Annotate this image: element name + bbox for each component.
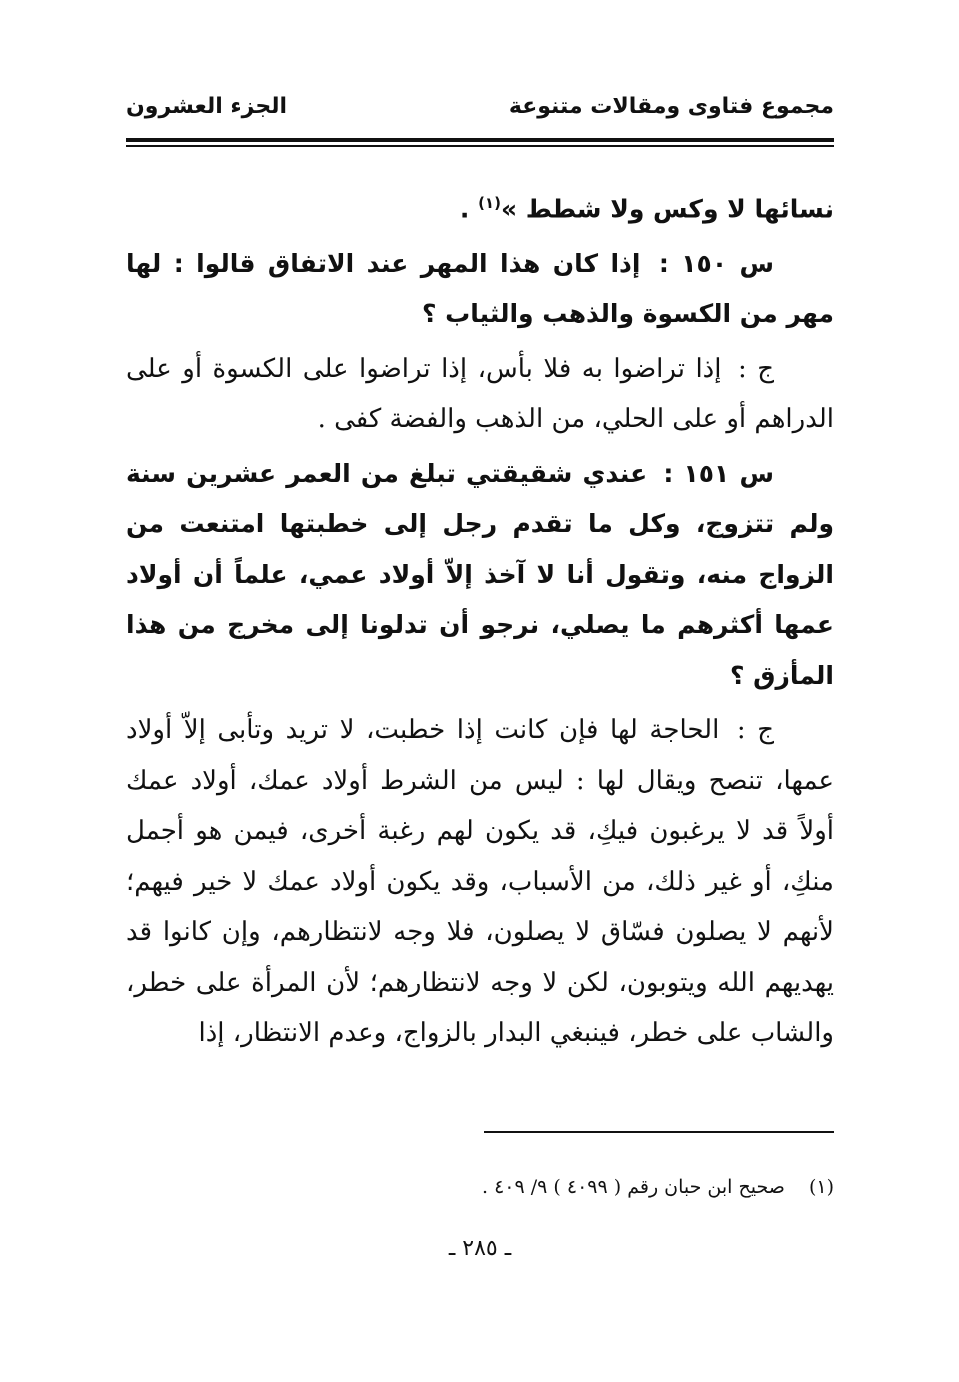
footnote-reference: (١) <box>478 194 501 212</box>
continued-quote-paragraph <box>126 178 834 235</box>
answer-150 <box>126 344 834 445</box>
running-header <box>126 88 834 128</box>
main-text <box>126 178 834 1059</box>
question-150-label: س ١٥٠ : <box>658 248 774 278</box>
header-rule-thick <box>126 138 834 142</box>
footnote-separator <box>484 1131 834 1133</box>
answer-150-label: ج : <box>737 353 774 384</box>
answer-151-text: الحاجة لها فإن كانت إذا خطبت، لا تريد وتأبى إلاّ أولاد عمها، تنصح ويقال لها : ليس من الشرط أولاد عمك، أولاد عمك أولاً قد لا يرغبون فيكِ، قد يكون لهم رغبة أخرى، فيمن هو أجمل منكِ، أو غير ذلك، من الأسباب، وقد يكون أولاد عمك لا خير فيهم؛ لأنهم لا يصلون فسّاق لا يصلون، فلا وجه لانتظارهم، وإن كانوا قد يهديهم الله ويتوبون، لكن لا وجه لانتظارهم؛ لأن المرأة على خطر، والشاب على خطر، فينبغي البدار بالزواج، وعدم الانتظار، إذا <box>126 715 834 1049</box>
page-number: ـ ٢٨٥ ـ <box>448 1236 512 1261</box>
question-151 <box>126 449 834 702</box>
volume-header: الجزء العشرون <box>126 94 287 119</box>
book-title-header: مجموع فتاوى ومقالات متنوعة <box>508 94 834 119</box>
header-rule-thin <box>126 145 834 147</box>
question-150 <box>126 239 834 340</box>
footnote-text: صحيح ابن حبان رقم ( ٤٠٩٩ ) ٩/ ٤٠٩ . <box>482 1176 785 1198</box>
footnote <box>300 1172 834 1202</box>
answer-151-label: ج : <box>736 715 774 746</box>
question-151-text: عندي شقيقتي تبلغ من العمر عشرين سنة ولم تتزوج، وكل ما تقدم رجل إلى خطبتها امتنعت من الزواج منه، وتقول أنا لا آخذ إلاّ أولاد عمي، علماً أن أولاد عمها أكثرهم ما يصلي، نرجو أن تدلونا إلى مخرج من هذا المأزق ؟ <box>126 458 834 690</box>
footnote-number: (١) <box>808 1176 834 1198</box>
question-150-text: إذا كان هذا المهر عند الاتفاق قالوا : لها مهر من الكسوة والذهب والثياب ؟ <box>126 248 834 329</box>
answer-150-text: إذا تراضوا به فلا بأس، إذا تراضوا على الكسوة أو على الدراهم أو على الحلي، من الذهب والفضة كفى . <box>126 353 834 435</box>
answer-151 <box>126 705 834 1059</box>
continued-quote-text: نسائها لا وكس ولا شطط » <box>500 194 834 224</box>
question-151-label: س ١٥١ : <box>663 458 774 488</box>
continued-quote-end: . <box>459 194 470 224</box>
